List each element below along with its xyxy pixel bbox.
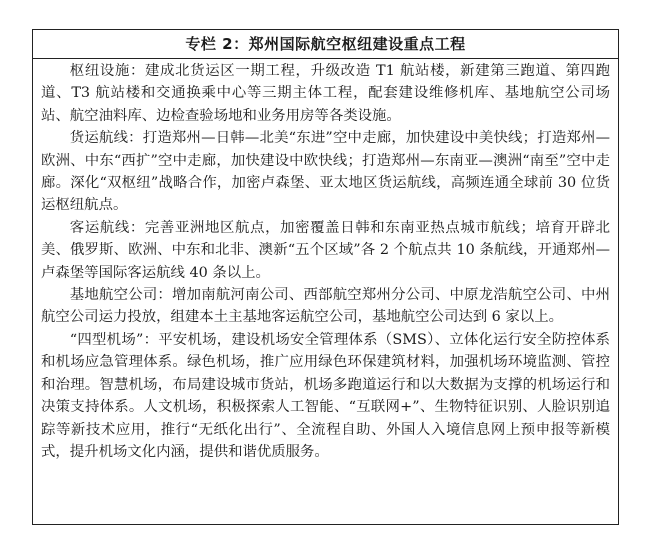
paragraph-base-airlines: 基地航空公司：增加南航河南公司、西部航空郑州分公司、中原龙浩航空公司、中州航空公司运力投放，组建本土主基地客运航空公司，基地航空公司达到 6 家以上。 <box>41 287 610 326</box>
paragraph-passenger-routes: 客运航线：完善亚洲地区航点，加密覆盖日韩和东南亚热点城市航线；培育开辟北美、俄罗斯、欧洲、中东和北非、澳新“五个区域”各 2 个航点共 10 条航线，开通郑州—卢森堡等国际客运航线 40 条以上。 <box>41 219 610 281</box>
paragraph-cargo-routes: 货运航线：打造郑州—日韩—北美“东进”空中走廊，加快建设中美快线；打造郑州—欧洲、中东“西扩”空中走廊，加快建设中欧快线；打造郑州—东南亚—澳洲“南至”空中走廊。深化“双枢纽”战略合作，加密卢森堡、亚太地区货运航线，高频连通全球前 30 位货运枢纽航点。 <box>41 130 610 214</box>
paragraph-four-type-airport: “四型机场”：平安机场，建设机场安全管理体系（SMS）、立体化运行安全防控体系和机场应急管理体系。绿色机场，推广应用绿色环保建筑材料，加强机场环境监测、管控和治理。智慧机场，布局建设城市货站，机场多跑道运行和以大数据为支撑的机场运行和决策支持体系。人文机场，积极探索人工智能、“互联网+”、生物特征识别、人脸识别追踪等新技术应用，推行“无纸化出行”、全流程自助、外国人入境信息网上预申报等新模式，提升机场文化内涵，提供和谐优质服务。 <box>41 331 610 460</box>
paragraph-hub-facilities: 枢纽设施：建成北货运区一期工程，升级改造 T1 航站楼，新建第三跑道、第四跑道、T3 航站楼和交通换乘中心等三期主体工程，配套建设维修机库、基地航空公司场站、航空油料库、边检查验场地和业务用房等各类设施。 <box>41 63 610 124</box>
column-title: 专栏 2：郑州国际航空枢纽建设重点工程 <box>33 30 618 59</box>
column-box <box>32 29 619 525</box>
column-body <box>33 59 618 463</box>
